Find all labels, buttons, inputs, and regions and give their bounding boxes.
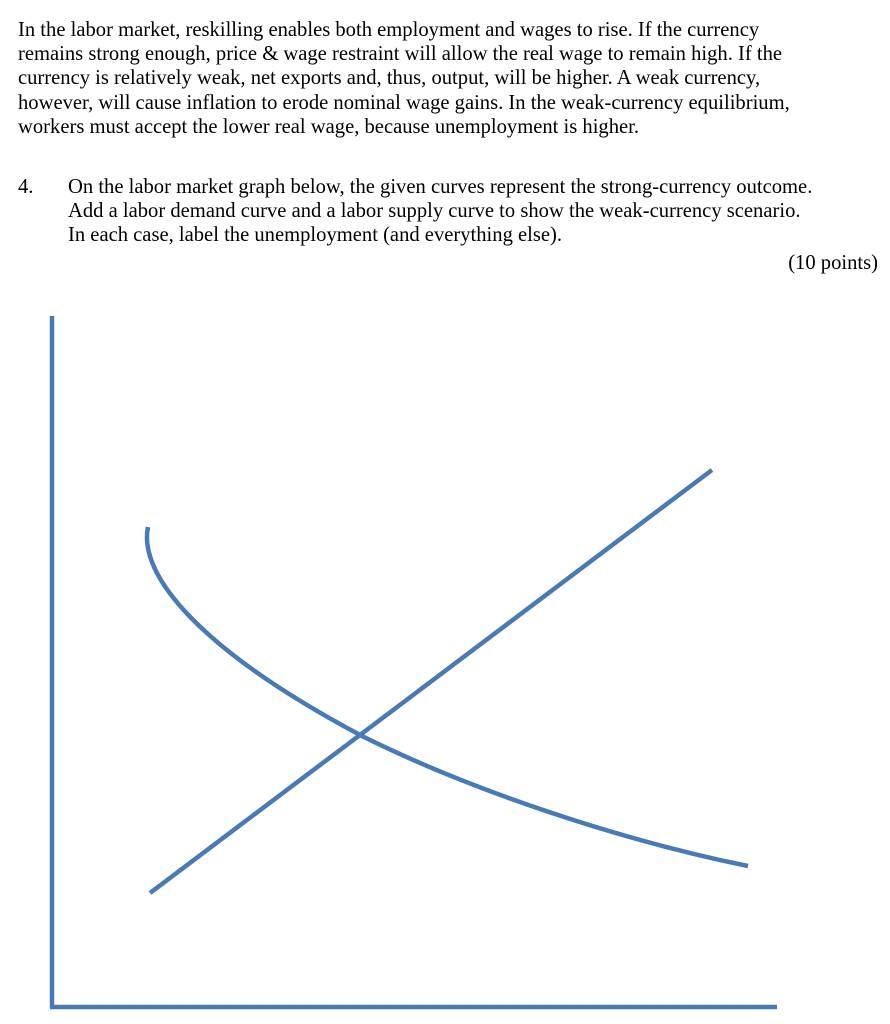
intro-line: however, will cause inflation to erode nominal wage gains. In the weak-currency equilibrium,: [18, 91, 790, 114]
question-line: Add a labor demand curve and a labor supply curve to show the weak-currency scenario.: [68, 200, 801, 223]
intro-line: In the labor market, reskilling enables both employment and wages to rise. If the currency: [18, 19, 760, 41]
question-points: (10 points): [788, 252, 878, 274]
question-number: 4.: [18, 176, 34, 198]
intro-paragraph: [18, 18, 880, 139]
question-text: [68, 175, 878, 248]
intro-line: workers must accept the lower real wage, because unemployment is higher.: [18, 115, 640, 138]
labor-supply-curve: [150, 470, 712, 893]
labor-demand-curve: [147, 527, 748, 866]
question-line: In each case, label the unemployment (and everything else).: [68, 224, 563, 247]
question-line: On the labor market graph below, the given curves represent the strong-currency outcome.: [68, 176, 813, 198]
intro-line: remains strong enough, price & wage restraint will allow the real wage to remain high. If the: [18, 43, 783, 66]
intro-line: currency is relatively weak, net exports and, thus, output, will be higher. A weak currency,: [18, 67, 761, 90]
